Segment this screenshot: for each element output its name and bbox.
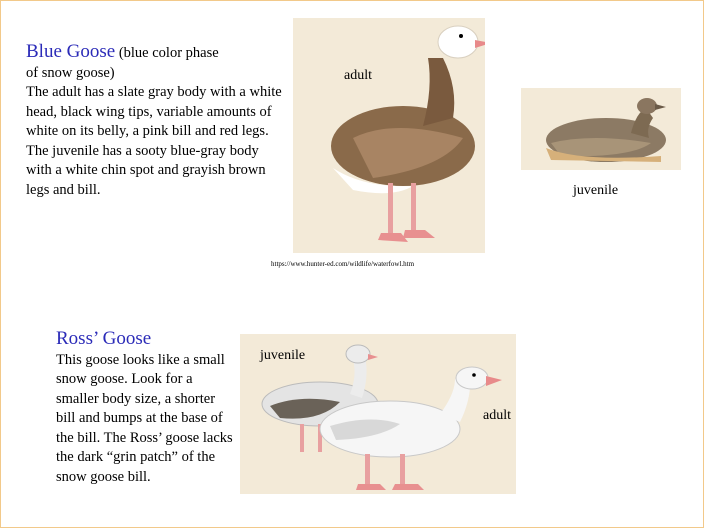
blue-goose-subtitle: (blue color phase [115, 45, 219, 61]
blue-goose-subtitle-2: of snow goose) [26, 64, 115, 81]
blue-goose-juvenile-image [521, 88, 681, 170]
caption-ross-juvenile: juvenile [260, 348, 306, 363]
blue-goose-adult-image [293, 18, 485, 253]
blue-goose-title: Blue Goose [26, 41, 116, 62]
ross-goose-title: Ross’ Goose [56, 328, 152, 349]
ross-goose-description: This goose looks like a small snow goose. Look for a smaller body size, a shorter bill and bumps at the base of the bill. The Ross’ goose lacks the dark “grin patch” of the snow goose bill. [56, 351, 233, 485]
source-url: https://www.hunter-ed.com/wildlife/waterfowl.htm [271, 260, 415, 268]
caption-adult: adult [344, 68, 372, 83]
blue-goose-description: The adult has a slate gray body with a white head, black wing tips, variable amounts of white on its belly, a pink bill and red legs. The juvenile has a sooty blue-gray body with a white chin spot and grayish brown legs and bill. [26, 84, 282, 198]
caption-ross-adult: adult [483, 408, 511, 423]
blue-goose-section [26, 42, 288, 200]
caption-juvenile: juvenile [573, 183, 619, 198]
ross-goose-section [56, 329, 236, 487]
